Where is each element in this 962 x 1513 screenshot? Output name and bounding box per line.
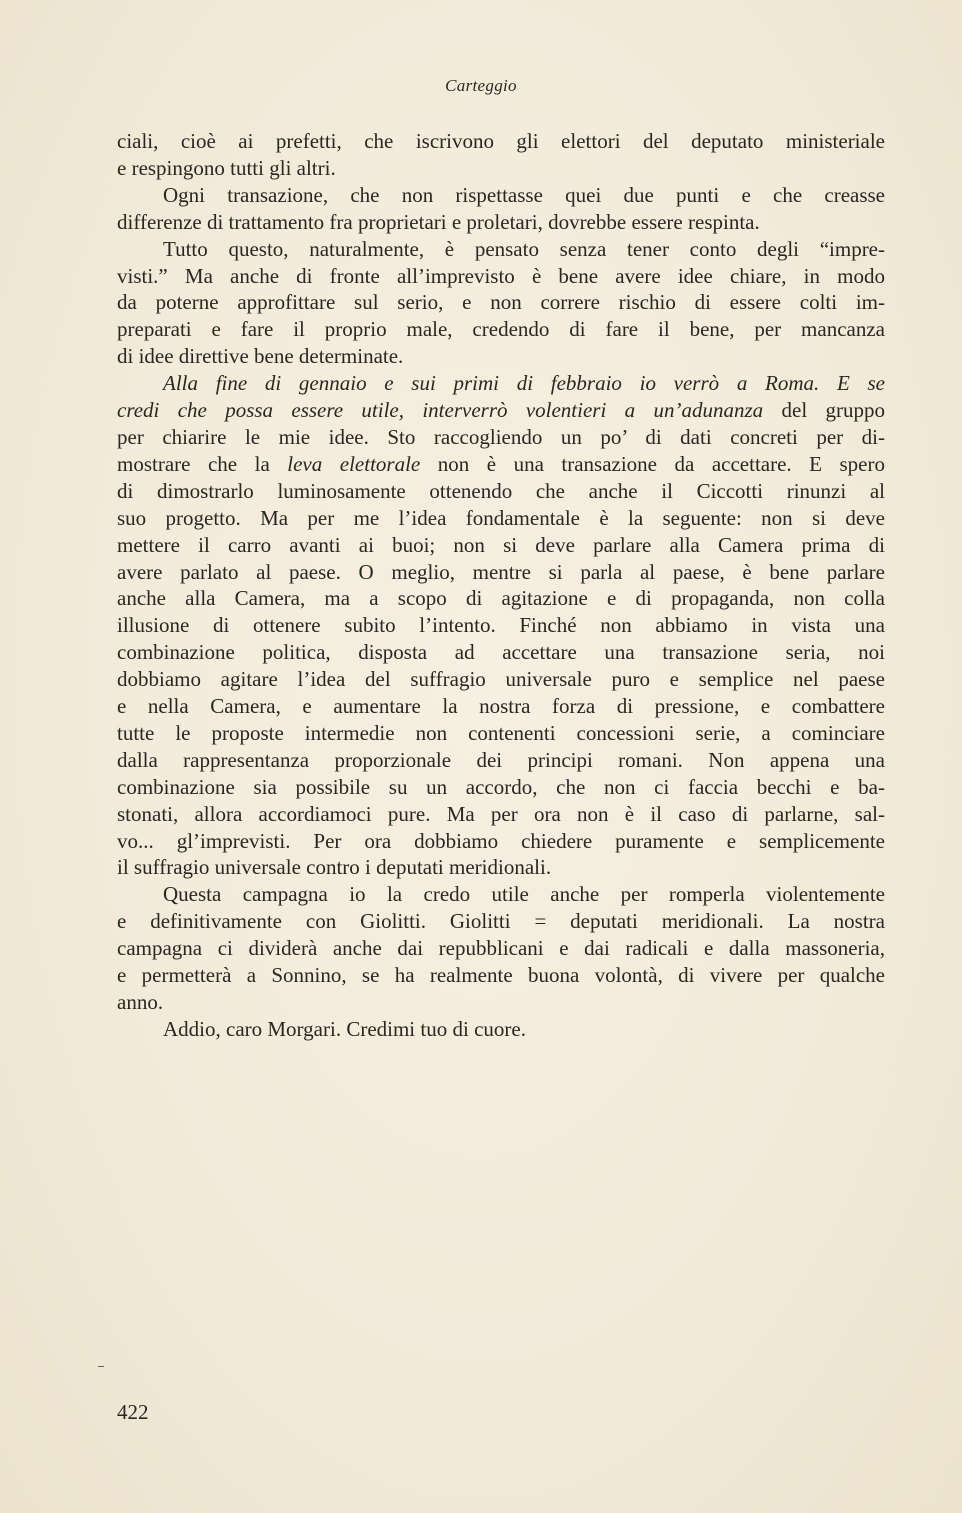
text-segment: mostrare che la	[117, 451, 288, 476]
text-line: preparati e fare il proprio male, credendo di fare il bene, per mancanza	[117, 317, 885, 342]
text-line: tutte le proposte intermedie non contenenti concessioni serie, a cominciare	[117, 720, 885, 745]
text-line: e permetterà a Sonnino, se ha realmente buona volontà, di vivere per qualche	[117, 963, 885, 988]
text-line: Questa campagna io la credo utile anche per romperla violentemente	[163, 882, 885, 907]
running-head: Carteggio	[445, 76, 517, 95]
italic-phrase: leva elettorale	[287, 451, 421, 476]
text-line: e respingono tutti gli altri.	[117, 155, 336, 180]
text-line: Tutto questo, naturalmente, è pensato senza tener conto degli “impre-	[163, 236, 885, 261]
text-line: dobbiamo agitare l’idea del suffragio universale puro e semplice nel paese	[117, 667, 885, 692]
text-line: combinazione sia possibile su un accordo, che non ci faccia becchi e ba-	[117, 774, 885, 799]
text-segment: non è una transazione da accettare. E spero	[420, 451, 885, 476]
text-line: il suffragio universale contro i deputati meridionali.	[117, 855, 552, 880]
text-line: dalla rappresentanza proporzionale dei principi romani. Non appena una	[117, 747, 885, 772]
text-line: differenze di trattamento fra proprietari e proletari, dovrebbe essere respinta.	[117, 209, 760, 234]
text-line: di dimostrarlo luminosamente ottenendo che anche il Ciccotti rinunzi al	[117, 478, 885, 503]
text-line: campagna ci dividerà anche dai repubblicani e dai radicali e dalla massoneria,	[117, 936, 885, 961]
text-line: ciali, cioè ai prefetti, che iscrivono gli elettori del deputato ministeriale	[117, 129, 885, 153]
text-line: per chiarire le mie idee. Sto raccogliendo un po’ di dati concreti per di-	[117, 424, 885, 449]
text-line: vo... gl’imprevisti. Per ora dobbiamo chiedere puramente e semplicemente	[117, 828, 885, 853]
text-line: Alla fine di gennaio e sui primi di febbraio io verrò a Roma. E se	[163, 371, 885, 396]
text-line: da poterne approfittare sul serio, e non correre rischio di essere colti im-	[117, 290, 885, 315]
text-line: di idee direttive bene determinate.	[117, 344, 404, 369]
text-line: stonati, allora accordiamoci pure. Ma per ora non è il caso di parlarne, sal-	[117, 801, 885, 826]
text-line	[117, 397, 885, 424]
text-line: combinazione politica, disposta ad accettare una transazione seria, noi	[117, 640, 885, 665]
text-line: suo progetto. Ma per me l’idea fondamentale è la seguente: non si deve	[117, 505, 885, 530]
text-line: avere parlato al paese. O meglio, mentre si parla al paese, è bene parlare	[117, 559, 885, 584]
text-line: anche alla Camera, ma a scopo di agitazione e di propaganda, non colla	[117, 586, 885, 611]
text-line: anno.	[117, 990, 164, 1014]
italic-phrase: credi che possa essere utile, interverrò volentieri a un’adunanza	[117, 398, 764, 423]
text-line: illusione di ottenere subito l’intento. Finché non abbiamo in vista una	[117, 613, 885, 638]
page-number: 422	[117, 1400, 149, 1424]
letter-body	[117, 128, 885, 1043]
text-line: e nella Camera, e aumentare la nostra forza di pressione, e combattere	[117, 694, 885, 719]
text-line: mettere il carro avanti ai buoi; non si deve parlare alla Camera prima di	[117, 532, 885, 557]
text-segment: del gruppo	[763, 398, 885, 423]
text-line: Addio, caro Morgari. Credimi tuo di cuore.	[163, 1016, 526, 1041]
text-line	[117, 451, 885, 478]
text-line: e definitivamente con Giolitti. Giolitti = deputati meridionali. La nostra	[117, 909, 885, 934]
text-line: visti.” Ma anche di fronte all’imprevisto è bene avere idee chiare, in modo	[117, 263, 885, 288]
text-line: Ogni transazione, che non rispettasse quei due punti e che creasse	[163, 182, 885, 207]
margin-mark	[98, 1366, 104, 1367]
